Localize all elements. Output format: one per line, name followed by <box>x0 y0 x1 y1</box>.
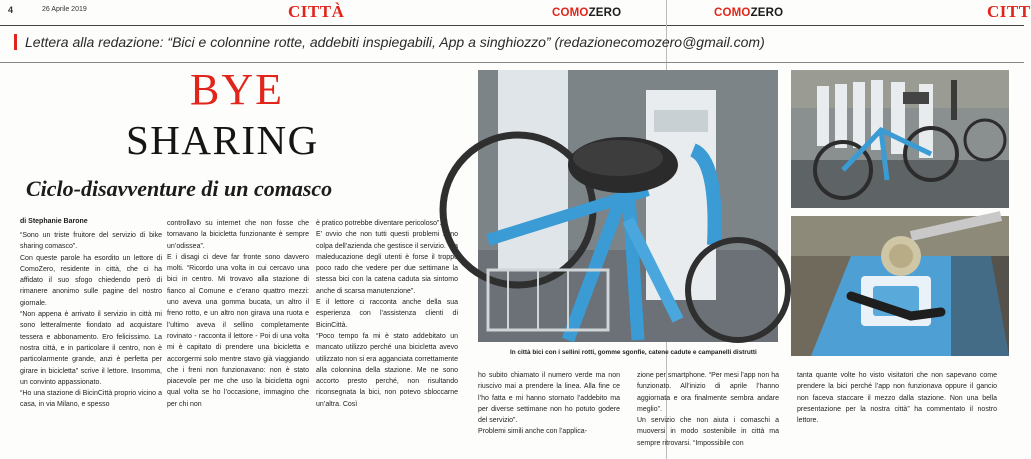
headline-subtitle: Ciclo-disavventure di un comasco <box>26 176 333 201</box>
letter-rule <box>0 62 1024 63</box>
byline: di Stephanie Barone <box>20 218 88 225</box>
brand-como-right: COMO <box>714 7 751 19</box>
article-column-6 <box>797 370 997 426</box>
photo-caption: In città bici con i sellini rotti, gomme sgonfie, catene cadute e campanelli distrutti <box>510 349 757 356</box>
paragraph: “Poco tempo fa mi è stato addebitato un mancato utilizzo perché una bicicletta avevo utilizzato non si era agganciata correttamente alla colonnina della stazione. Me ne sono accorto presto perché, non risultando riconsegnata la bici, non potevo sbloccarne un’altra. Così <box>316 332 458 408</box>
paragraph: zione per smartphone. “Per mesi l’app non ha funzionato. All’inizio di aprile l’hanno aggiornata e ora finalmente sembra andare meglio”. <box>637 372 779 413</box>
paragraph: “Ho una stazione di BicinCittà proprio vicino a casa, in via Milano, e spesso <box>20 390 162 409</box>
brand-zero-right: ZERO <box>750 7 784 19</box>
page-number: 4 <box>8 5 14 15</box>
header-rule <box>0 25 1024 26</box>
article-column-5 <box>637 370 779 449</box>
paragraph: “Non appena è arrivato il servizio in città mi sono letteralmente fiondato ad acquistare tessera e abbonamento. Ero felicissimo. La nostra città, e in particolare il centro, non è particolarmente grande, anzi è perfetta per girare in bicicletta” scrive il lettore. Insomma, un convinto appassionato. <box>20 311 162 386</box>
section-title-right: CITT <box>987 2 1031 21</box>
photo-broken-bike-seat <box>478 70 778 342</box>
headline-bye: BYE <box>190 65 284 114</box>
photo-handlebar-illustration <box>791 216 1009 356</box>
photo-station-illustration <box>791 70 1009 208</box>
paragraph: ho subito chiamato il numero verde ma non riuscivo mai a prendere la linea. Alla fine ce l’ho fatta e mi hanno stornato l’addebito ma per diverse settimane non ho potuto godere del servizio”. <box>478 372 620 425</box>
article-column-1 <box>20 230 162 411</box>
paragraph: Con queste parole ha esordito un lettore di ComoZero, residente in città, che ci ha affidato il suo sfogo chiedendo però di rimanere anonimo sulle pagine del nostro giornale. <box>20 254 162 307</box>
section-title-left: CITTÀ <box>288 2 345 21</box>
photo-bike-station <box>791 70 1009 208</box>
paragraph: è pratico potrebbe diventare pericoloso”. <box>316 220 442 227</box>
brand-zero: ZERO <box>588 7 622 19</box>
article-column-4 <box>478 370 620 438</box>
article-column-3 <box>316 218 458 410</box>
brand-como: COMO <box>552 7 589 19</box>
paragraph: controllavo su internet che non fosse che tornavano la bicicletta funzionante è sempre un’odissea”. <box>167 220 309 250</box>
paragraph: Un servizio che non aiuta i comaschi a muoversi in modo sostenibile in città ma sempre ritrovarsi. “Impossibile con <box>637 417 779 447</box>
letter-intro: Lettera alla redazione: “Bici e colonnine rotte, addebiti inspiegabili, App a singhiozzo” (redazionecomozero@gmail.com) <box>14 34 765 50</box>
photo-bike-seat-illustration <box>478 70 778 342</box>
headline-sharing: SHARING <box>126 117 319 163</box>
article-column-2 <box>167 218 309 410</box>
brand-logo-left <box>552 7 621 19</box>
brand-logo-right <box>714 7 783 19</box>
paragraph: tanta quante volte ho visto visitatori che non sapevano come prendere la bici perché l’app non funzionava oppure il gancio non faceva staccare il mezzo dalla stazione. Non una bella presentazione per la nostra città” ha commentato il nostro lettore. <box>797 372 997 425</box>
paragraph: E i disagi ci deve far fronte sono davvero molti. “Ricordo una volta in cui cercavo una bici in centro. Mi trovavo alla stazione di fianco al Comune e c’erano quattro mezzi: uno aveva una gomma bucata, un altro il freno rotto, e un altro non girava una ruota e l’ultimo aveva il sellino completamente rovinato - racconta il lettore - Poi di una volta mi è capitato di prendere una bicicletta e accorgermi solo mentre stavo già viaggiando che i freni non funzionavano: non è stato piacevole per me che uso la bicicletta ogni qual volta se ho l’occasione, immagino che per chi non <box>167 253 309 408</box>
paragraph: Problemi simili anche con l’applica- <box>478 428 587 436</box>
paragraph: “Sono un triste fruitore del servizio di bike sharing comasco”. <box>20 232 162 251</box>
paragraph: E il lettore ci racconta anche della sua esperienza con l’assistenza clienti di BicinCittà. <box>316 299 458 329</box>
issue-date: 26 Aprile 2019 <box>42 6 87 13</box>
paragraph: E’ ovvio che non tutti questi problemi sono colpa dell’azienda che gestisce il servizio. “La maleducazione degli utenti è forse il troppo poco rado che vedere per due settimane la stessa bici con la catena caduta sia sintomo anche di scarsa manutenzione”. <box>316 231 458 295</box>
photo-handlebar-reader <box>791 216 1009 356</box>
